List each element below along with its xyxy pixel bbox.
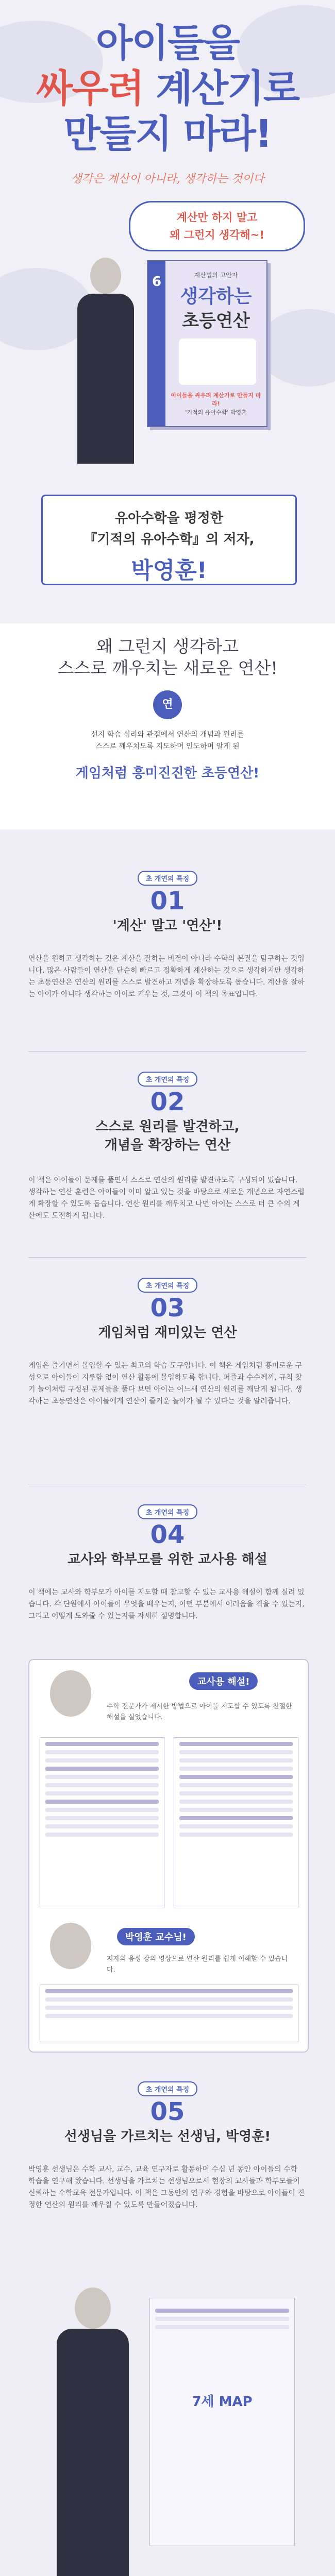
sample-strip — [40, 1985, 298, 2042]
teacher-guide-label: 교사용 해설! — [189, 1672, 258, 1690]
hero-section — [0, 0, 335, 623]
author-suit — [57, 2329, 129, 2576]
intro-paragraph — [31, 729, 304, 753]
decor-cloud — [258, 309, 335, 386]
feature-tag: 초 개연의 특징 — [138, 2081, 197, 2096]
author-banner — [41, 495, 297, 585]
feature-number: 01 — [150, 887, 185, 916]
main-headline — [0, 21, 335, 157]
author-thumb — [50, 1923, 91, 1969]
feature-title: 선생님을 가르치는 선생님, 박영훈! — [64, 2129, 271, 2144]
feature-tag: 초 개연의 특징 — [138, 871, 197, 886]
book-illustration — [179, 338, 256, 385]
feature-05-body: 박영훈 선생님은 수학 교사, 교수, 교육 연구자로 활동하며 수십 년 동안 아이들의 수학 학습을 연구해 왔습니다. 선생님을 가르치는 선생님으로서 현장의 교사들과 학부모들이 신뢰하는 수학교육 전문가입니다. 이 책은 그동안의 연구와 경험을 바탕으로 아이들이 진정한 연산의 원리를 깨우칠 수 있도록 만들어졌습니다. — [28, 2165, 305, 2209]
intro-heading-line-1: 왜 그런지 생각하고 — [96, 636, 239, 656]
intro-para-line-2: 스스로 깨우치도록 지도하며 인도하며 알게 된 — [95, 742, 240, 751]
sample-page-right — [174, 1737, 298, 1908]
banner-author-name: 박영훈! — [131, 557, 207, 584]
intro-heading — [0, 636, 335, 679]
video-lecture-text: 저자의 음성 강의 영상으로 연산 원리를 쉽게 이해할 수 있습니다. — [107, 1955, 288, 1974]
feature-title-line-1: 스스로 원리를 발견하고, — [95, 1119, 240, 1134]
feature-03 — [0, 1278, 335, 1342]
feature-number: 05 — [150, 2097, 185, 2126]
book-title-main: 생각하는 — [180, 286, 252, 307]
intro-heading-line-2: 스스로 깨우치는 새로운 연산! — [57, 658, 278, 678]
speech-bubble — [129, 201, 305, 251]
map-poster — [149, 2298, 295, 2546]
author-full-photo — [52, 2287, 134, 2576]
intro-section — [0, 623, 335, 829]
feature-tag: 초 개연의 특징 — [138, 1278, 197, 1293]
book-title-top: 계산법의 고안자 — [194, 272, 238, 279]
feature-02-body: 이 책은 아이들이 문제를 풀면서 스스로 연산의 원리를 발견하도록 구성되어 있습니다. 생각하는 연산 훈련은 아이들이 이미 알고 있는 것을 바탕으로 새로운 개념으로 자연스럽게 확장할 수 있도록 돕습니다. 연산 원리를 깨우치고 나면 아이는 스스로 더 큰 수의 계산에도 도전하게 됩니다. — [28, 1176, 305, 1220]
banner-line-2: 『기적의 유아수학』의 저자, — [83, 532, 255, 547]
divider — [28, 1257, 307, 1258]
author-suit — [77, 294, 134, 464]
map-title: 7세 MAP — [192, 2394, 253, 2410]
book-quote: '기적의 유아수학' 박영훈 — [185, 409, 247, 416]
author-thumb — [50, 1670, 91, 1717]
feature-01 — [0, 871, 335, 935]
headline-line-3: 만들지 마라! — [63, 112, 272, 156]
video-lecture-label: 박영훈 교수님! — [117, 1928, 195, 1945]
feature-05 — [0, 2081, 335, 2146]
book-spine-number: 6 — [148, 261, 165, 426]
feature-03-body: 게임은 즐기면서 몰입할 수 있는 최고의 학습 도구입니다. 이 책은 게임처럼 흥미로운 구성으로 아이들이 지루함 없이 연산 활동에 몰입하도록 합니다. 퍼즐과 수수께끼, 규칙 찾기 놀이처럼 구성된 문제들을 풀다 보면 아이는 어느새 연산의 원리를 깨닫게 됩니다. 생각하는 초등연산은 아이들에게 연산이 즐거운 놀이가 될 수 있다는 것을 알려줍니다. — [28, 1362, 303, 1405]
series-logo-icon: 연 — [153, 690, 182, 719]
author-head — [90, 258, 121, 294]
feature-02 — [0, 1072, 335, 1155]
feature-number: 03 — [150, 1294, 185, 1323]
headline-line-1: 아이들을 — [96, 21, 239, 65]
intro-para-line-1: 선지 학습 심리와 관점에서 연산의 개념과 원리를 — [91, 731, 244, 739]
feature-tag: 초 개연의 특징 — [138, 1504, 197, 1519]
feature-title: 교사와 학부모를 위한 교사용 해설 — [68, 1552, 267, 1567]
divider — [28, 1051, 307, 1052]
sample-page-left — [40, 1737, 164, 1908]
feature-tag: 초 개연의 특징 — [138, 1072, 197, 1087]
subline: 생각은 계산이 아니라, 생각하는 것이다 — [71, 173, 264, 185]
author-photo — [77, 258, 134, 464]
feature-04-body: 이 책에는 교사와 학부모가 아이를 지도할 때 참고할 수 있는 교사용 해설이 함께 실려 있습니다. 각 단원에서 아이들이 무엇을 배우는지, 어떤 부분에서 어려움을 겪을 수 있는지, 그리고 어떻게 도와줄 수 있는지를 자세히 설명합니다. — [28, 1588, 305, 1620]
book-cover — [147, 260, 267, 427]
teacher-guide-text: 수학 전문가가 제시한 방법으로 아이를 지도할 수 있도록 친절한 해설을 실었습니다. — [107, 1703, 292, 1721]
book-title-sub: 초등연산 — [182, 311, 250, 331]
feature-01-body: 연산을 원하고 생각하는 것은 계산을 잘하는 비결이 아니라 수학의 본질을 탐구하는 것입니다. 많은 사람들이 연산을 단순히 빠르고 정확하게 계산하는 것으로 생각하지만 생각하는 초등연산은 연산의 원리를 스스로 발견하고 개념을 확장하도록 돕습니다. 계산을 잘하는 아이가 아니라 생각하는 아이로 키우는 것, 그것이 이 책의 목표입니다. — [28, 955, 305, 998]
feature-number: 04 — [150, 1520, 185, 1549]
author-head — [75, 2287, 111, 2329]
bubble-line-2: 왜 그런지 생각해~! — [170, 229, 264, 241]
bubble-line-1: 계산만 하지 말고 — [176, 211, 258, 224]
teacher-guide-panel — [28, 1659, 309, 2053]
feature-04 — [0, 1504, 335, 1569]
banner-line-1: 유아수학을 평정한 — [115, 511, 223, 526]
headline-line-2: 싸우려 계산기로 — [36, 66, 299, 111]
feature-title: 게임처럼 재미있는 연산 — [98, 1325, 237, 1341]
feature-number: 02 — [150, 1088, 185, 1116]
feature-title: '계산' 말고 '연산'! — [112, 918, 223, 934]
intro-final: 게임처럼 흥미진진한 초등연산! — [75, 766, 260, 781]
feature-title-line-2: 개념을 확장하는 연산 — [104, 1138, 231, 1153]
book-tagline: 아이들을 싸우려 계산기로 만들지 마라! — [171, 392, 261, 407]
